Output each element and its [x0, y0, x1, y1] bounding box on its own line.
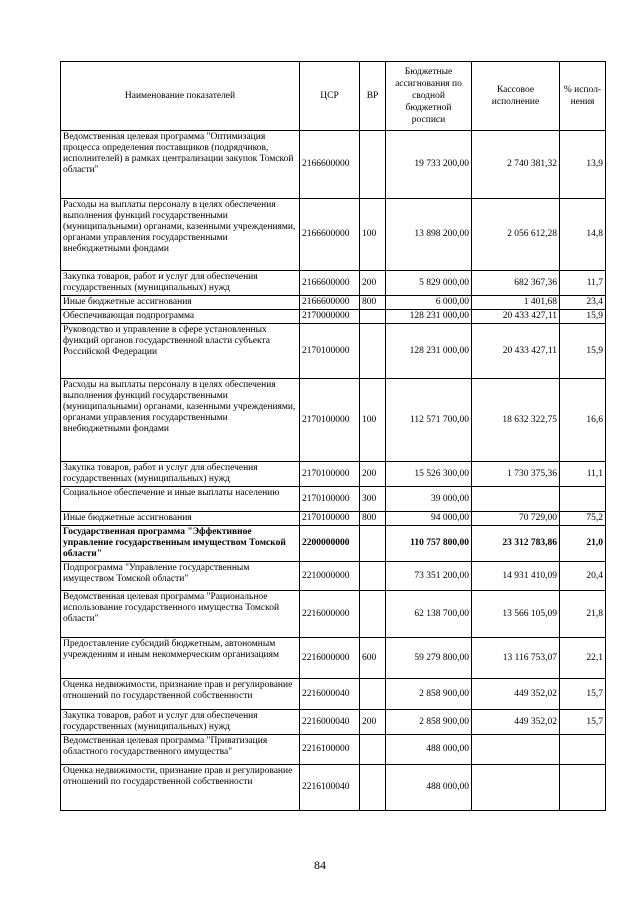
- cell-cash: 20 433 427,11: [472, 324, 560, 379]
- cell-budget: 2 858 900,00: [386, 679, 472, 710]
- cell-cash: 2 056 612,28: [472, 199, 560, 271]
- budget-table: [60, 61, 606, 811]
- cell-name: Закупка товаров, работ и услуг для обеспечения государственных (муниципальных) нужд: [61, 462, 300, 487]
- cell-pct: 13,9: [560, 131, 606, 199]
- cell-name: Руководство и управление в сфере установленных функций органов государственной власти субъекта Российской Федерации: [61, 324, 300, 379]
- cell-name: Государственная программа "Эффективное управление государственным имуществом Томской области": [61, 526, 300, 562]
- cell-budget: 6 000,00: [386, 296, 472, 310]
- table-row: [61, 324, 606, 379]
- cell-csr: 2216100000: [300, 735, 360, 765]
- table-row: [61, 462, 606, 487]
- table-row: [61, 271, 606, 296]
- cell-vr: 600: [360, 638, 386, 679]
- cell-vr: [360, 131, 386, 199]
- cell-pct: 23,4: [560, 296, 606, 310]
- table-row: [61, 131, 606, 199]
- cell-csr: 2166600000: [300, 199, 360, 271]
- table-row: [61, 679, 606, 710]
- header-cash: Кассовое исполнение: [472, 62, 560, 131]
- cell-budget: 5 829 000,00: [386, 271, 472, 296]
- cell-budget: 2 858 900,00: [386, 710, 472, 735]
- cell-pct: 15,9: [560, 310, 606, 324]
- cell-csr: 2210000000: [300, 562, 360, 591]
- header-vr: ВР: [360, 62, 386, 131]
- page-number: 84: [314, 858, 326, 872]
- header-row: [61, 62, 606, 131]
- table-row: [61, 199, 606, 271]
- cell-pct: 75,2: [560, 512, 606, 526]
- cell-name: Ведомственная целевая программа "Оптимизация процесса определения поставщиков (подрядчиков, исполнителей) в рамках централизации закупок Томской области": [61, 131, 300, 199]
- cell-vr: [360, 591, 386, 638]
- cell-name: Расходы на выплаты персоналу в целях обеспечения выполнения функций государственными (муниципальными) органами, казенными учреждениями, органами управления государственными внебюджетными фондами: [61, 199, 300, 271]
- cell-pct: 22,1: [560, 638, 606, 679]
- table-row: [61, 512, 606, 526]
- cell-vr: [360, 735, 386, 765]
- cell-cash: [472, 735, 560, 765]
- cell-name: Обеспечивающая подпрограмма: [61, 310, 300, 324]
- cell-budget: 62 138 700,00: [386, 591, 472, 638]
- header-pct: % испол-нения: [560, 62, 606, 131]
- cell-name: Предоставление субсидий бюджетным, автономным учреждениям и иным некоммерческим организациям: [61, 638, 300, 679]
- table-row: [61, 735, 606, 765]
- cell-name: Иные бюджетные ассигнования: [61, 512, 300, 526]
- cell-csr: 2166600000: [300, 296, 360, 310]
- table-row: [61, 562, 606, 591]
- cell-cash: 13 566 105,09: [472, 591, 560, 638]
- table-row: [61, 710, 606, 735]
- cell-vr: [360, 765, 386, 811]
- header-name: Наименование показателей: [61, 62, 300, 131]
- cell-vr: [360, 526, 386, 562]
- cell-csr: 2170100000: [300, 512, 360, 526]
- cell-csr: 2170100000: [300, 462, 360, 487]
- cell-name: Ведомственная целевая программа "Рациональное использование государственного имущества Томской области": [61, 591, 300, 638]
- cell-name: Подпрограмма "Управление государственным имуществом Томской области": [61, 562, 300, 591]
- cell-cash: 682 367,36: [472, 271, 560, 296]
- cell-pct: 16,6: [560, 379, 606, 462]
- cell-pct: 11,1: [560, 462, 606, 487]
- cell-pct: 14,8: [560, 199, 606, 271]
- cell-csr: 2216100040: [300, 765, 360, 811]
- cell-budget: 112 571 700,00: [386, 379, 472, 462]
- cell-pct: 15,9: [560, 324, 606, 379]
- cell-vr: 100: [360, 379, 386, 462]
- cell-name: Оценка недвижимости, признание прав и регулирование отношений по государственной собственности: [61, 679, 300, 710]
- cell-csr: 2166600000: [300, 271, 360, 296]
- cell-csr: 2216000000: [300, 591, 360, 638]
- cell-name: Закупка товаров, работ и услуг для обеспечения государственных (муниципальных) нужд: [61, 710, 300, 735]
- cell-pct: 15,7: [560, 710, 606, 735]
- table-row: [61, 379, 606, 462]
- cell-budget: 110 757 800,00: [386, 526, 472, 562]
- cell-vr: 200: [360, 710, 386, 735]
- cell-pct: 15,7: [560, 679, 606, 710]
- cell-pct: 11,7: [560, 271, 606, 296]
- cell-pct: [560, 487, 606, 512]
- table-row: [61, 310, 606, 324]
- cell-vr: [360, 310, 386, 324]
- cell-cash: 2 740 381,32: [472, 131, 560, 199]
- table-row: [61, 487, 606, 512]
- cell-csr: 2216000000: [300, 638, 360, 679]
- cell-pct: 21,8: [560, 591, 606, 638]
- cell-cash: 1 401,68: [472, 296, 560, 310]
- cell-vr: 200: [360, 271, 386, 296]
- cell-name: Социальное обеспечение и иные выплаты населению: [61, 487, 300, 512]
- cell-csr: 2216000040: [300, 710, 360, 735]
- cell-cash: 20 433 427,11: [472, 310, 560, 324]
- cell-cash: [472, 487, 560, 512]
- header-budget: Бюджетные ассигнования по сводной бюджетной росписи: [386, 62, 472, 131]
- cell-name: Ведомственная целевая программа "Приватизация областного государственного имущества": [61, 735, 300, 765]
- cell-csr: 2170100000: [300, 379, 360, 462]
- cell-budget: 73 351 200,00: [386, 562, 472, 591]
- cell-csr: 2170000000: [300, 310, 360, 324]
- cell-cash: 449 352,02: [472, 679, 560, 710]
- cell-vr: [360, 562, 386, 591]
- cell-cash: 70 729,00: [472, 512, 560, 526]
- cell-budget: 59 279 800,00: [386, 638, 472, 679]
- cell-budget: 128 231 000,00: [386, 310, 472, 324]
- cell-pct: 21,0: [560, 526, 606, 562]
- cell-vr: 100: [360, 199, 386, 271]
- cell-cash: 1 730 375,36: [472, 462, 560, 487]
- header-csr: ЦСР: [300, 62, 360, 131]
- table-row: [61, 591, 606, 638]
- cell-pct: [560, 735, 606, 765]
- cell-csr: 2170100000: [300, 324, 360, 379]
- cell-budget: 488 000,00: [386, 765, 472, 811]
- cell-budget: 19 733 200,00: [386, 131, 472, 199]
- cell-budget: 128 231 000,00: [386, 324, 472, 379]
- table-row: [61, 638, 606, 679]
- cell-cash: 23 312 783,86: [472, 526, 560, 562]
- cell-name: Оценка недвижимости, признание прав и регулирование отношений по государственной собственности: [61, 765, 300, 811]
- cell-vr: [360, 679, 386, 710]
- cell-csr: 2200000000: [300, 526, 360, 562]
- cell-vr: [360, 324, 386, 379]
- cell-cash: 449 352,02: [472, 710, 560, 735]
- table-body: [61, 131, 606, 811]
- cell-csr: 2170100000: [300, 487, 360, 512]
- cell-name: Закупка товаров, работ и услуг для обеспечения государственных (муниципальных) нужд: [61, 271, 300, 296]
- cell-cash: 18 632 322,75: [472, 379, 560, 462]
- cell-cash: 14 931 410,09: [472, 562, 560, 591]
- cell-budget: 13 898 200,00: [386, 199, 472, 271]
- cell-name: Иные бюджетные ассигнования: [61, 296, 300, 310]
- cell-vr: 200: [360, 462, 386, 487]
- table-row: [61, 765, 606, 811]
- cell-budget: 488 000,00: [386, 735, 472, 765]
- cell-budget: 39 000,00: [386, 487, 472, 512]
- table-row: [61, 296, 606, 310]
- cell-vr: 300: [360, 487, 386, 512]
- cell-csr: 2166600000: [300, 131, 360, 199]
- cell-name: Расходы на выплаты персоналу в целях обеспечения выполнения функций государственными (муниципальными) органами, казенными учреждениями, органами управления государственными внебюджетными фондами: [61, 379, 300, 462]
- cell-cash: [472, 765, 560, 811]
- cell-pct: 20,4: [560, 562, 606, 591]
- cell-pct: [560, 765, 606, 811]
- cell-cash: 13 116 753,07: [472, 638, 560, 679]
- cell-budget: 15 526 300,00: [386, 462, 472, 487]
- cell-csr: 2216000040: [300, 679, 360, 710]
- cell-vr: 800: [360, 296, 386, 310]
- cell-vr: 800: [360, 512, 386, 526]
- cell-budget: 94 000,00: [386, 512, 472, 526]
- table-row: [61, 526, 606, 562]
